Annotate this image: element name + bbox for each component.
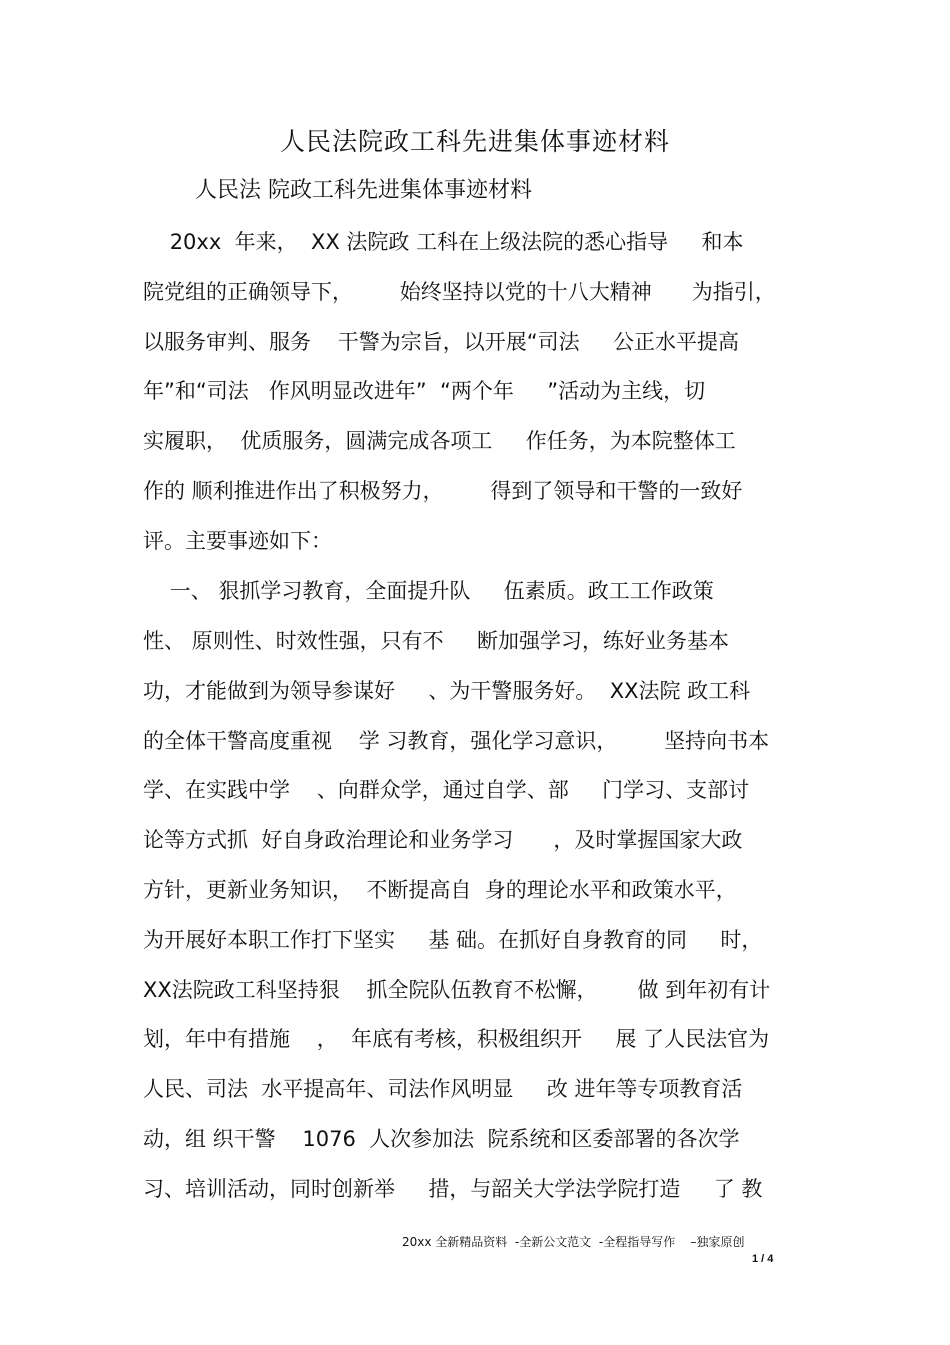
body-line: 性、 原则性、时效性强，只有不 断加强学习，练好业务基本 bbox=[143, 629, 730, 653]
body-line: XX法院政工科坚持狠 抓全院队伍教育不松懈， 做 到年初有计 bbox=[143, 978, 771, 1002]
body-line: 动，组 织干警 1076 人次参加法 院系统和区委部署的各次学 bbox=[143, 1127, 740, 1151]
document-title: 人民法院政工科先进集体事迹材料 bbox=[279, 127, 670, 156]
body-line: 实履职， 优质服务，圆满完成各项工 作任务，为本院整体工 bbox=[143, 429, 736, 453]
body-line: 划，年中有措施 ， 年底有考核，积极组织开 展 了人民法官为 bbox=[143, 1027, 770, 1051]
document-subtitle: 人民法 院政工科先进集体事迹材料 bbox=[195, 178, 532, 203]
body-line: 人民、司法 水平提高年、司法作风明显 改 进年等专项教育活 bbox=[143, 1077, 743, 1101]
body-line: 论等方式抓 好自身政治理论和业务学习 ，及时掌握国家大政 bbox=[143, 828, 743, 852]
body-line: 的全体干警高度重视 学 习教育，强化学习意识， 坚持向书本 bbox=[143, 729, 770, 753]
body-line: 为开展好本职工作打下坚实 基 础。在抓好自身教育的同 时， bbox=[143, 928, 763, 952]
body-line: 以服务审判、服务 干警为宗旨，以开展“司法 公正水平提高 bbox=[143, 330, 739, 354]
page-number: 1 / 4 bbox=[752, 1253, 774, 1265]
body-line: 学、在实践中学 、向群众学，通过自学、部 门学习、支部讨 bbox=[143, 778, 750, 802]
body-line: 年”和“司法 作风明显改进年” “两个年 ”活动为主线，切 bbox=[143, 379, 706, 403]
body-line: 评。主要事迹如下： bbox=[143, 529, 332, 553]
body-line: 习、培训活动，同时创新举 措，与韶关大学法学院打造 了 教 bbox=[143, 1177, 763, 1201]
body-line: 20xx 年来， XX 法院政 工科在上级法院的悉心指导 和本 bbox=[143, 230, 744, 254]
body-line: 院党组的正确领导下， 始终坚持以党的十八大精神 为指引， bbox=[143, 280, 776, 304]
body-line: 方针，更新业务知识， 不断提高自 身的理论水平和政策水平， bbox=[143, 878, 737, 902]
body-line: 功，才能做到为领导参谋好 、为干警服务好。 XX法院 政工科 bbox=[143, 679, 751, 703]
footer-text: 20xx 全新精品资料 -全新公文范文 -全程指导写作 –独家原创 bbox=[402, 1235, 745, 1249]
body-line: 一、 狠抓学习教育，全面提升队 伍素质。政工工作政策 bbox=[143, 579, 714, 603]
body-line: 作的 顺利推进作出了积极努力， 得到了领导和干警的一致好 bbox=[143, 479, 743, 503]
